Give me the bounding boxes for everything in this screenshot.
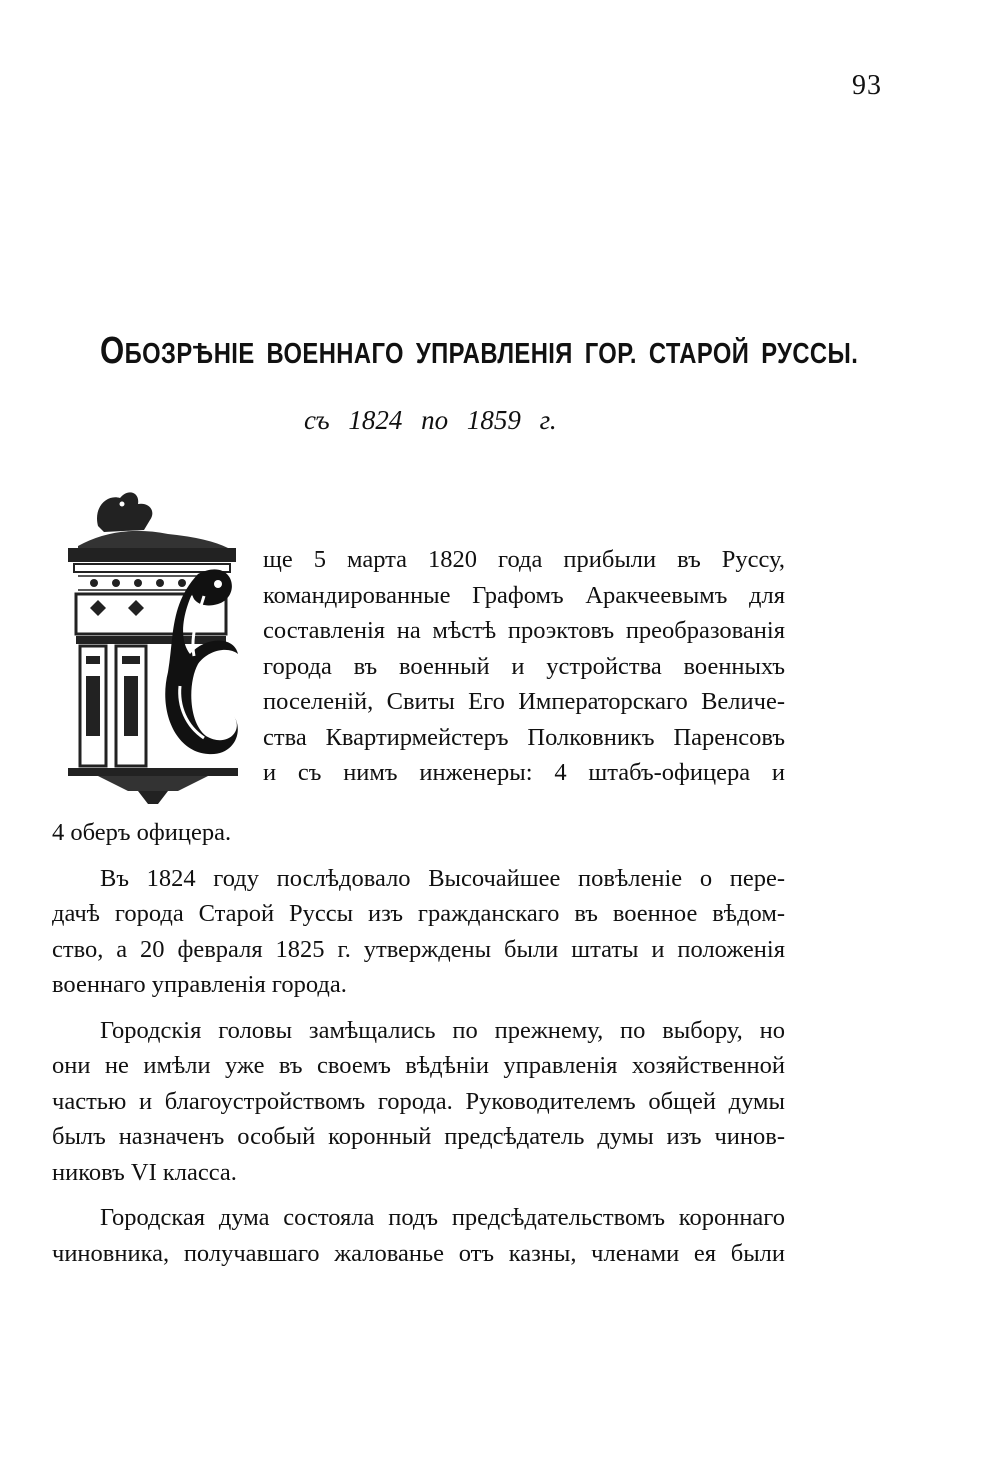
text-line: частью и благоустройствомъ города. Руководителемъ общей думы	[52, 1087, 785, 1115]
text-line: поселеній, Свиты Его Императорскаго Величе-	[263, 688, 785, 715]
body-text	[52, 815, 785, 1271]
text-line: и съ нимъ инженеры: 4 штабъ-офицера и	[263, 759, 785, 786]
text-line: ства Квартирмейстеръ Полковникъ Паренсовъ	[263, 723, 785, 751]
title-initial: О	[100, 330, 125, 372]
ornamental-initial-letter-illustration	[58, 486, 248, 806]
text-line: былъ назначенъ особый коронный предсѣдатель думы изъ чинов-	[52, 1123, 785, 1150]
text-line: они не имѣли уже въ своемъ вѣдѣніи управленія хозяйственной	[52, 1052, 785, 1079]
text-line: военнаго управленія города.	[52, 971, 347, 998]
text-line: 4 оберъ офицера.	[52, 819, 232, 846]
text-line: чиновника, получавшаго жалованье отъ казны, членами ея были	[52, 1239, 785, 1267]
text-line: Въ 1824 году послѣдовало Высочайшее повѣленіе о пере-	[100, 864, 785, 892]
page-subtitle: съ 1824 по 1859 г.	[304, 405, 557, 435]
drop-cap-paragraph	[263, 542, 785, 791]
text-line: составленія на мѣстѣ проэктовъ преобразованія	[263, 617, 785, 644]
text-line: никовъ VI класса.	[52, 1158, 237, 1186]
text-line: дачѣ города Старой Руссы изъ гражданскаго въ военное вѣдом-	[52, 900, 785, 927]
page-title	[100, 330, 859, 373]
text-line: ще 5 марта 1820 года прибыли въ Руссу,	[263, 546, 785, 573]
page-number: 93	[852, 70, 882, 101]
text-line: командированные Графомъ Аракчеевымъ для	[263, 581, 785, 609]
text-line: города въ военный и устройства военныхъ	[263, 652, 785, 680]
title-rest: БОЗРѢНІЕ ВОЕННАГО УПРАВЛЕНІЯ ГОР. СТАРОЙ РУССЫ.	[124, 338, 859, 370]
text-line: Городскія головы замѣщались по прежнему, по выбору, но	[100, 1016, 785, 1044]
text-line: Городская дума состояла подъ предсѣдательствомъ короннаго	[100, 1204, 785, 1231]
text-line: ство, а 20 февраля 1825 г. утверждены были штаты и положенія	[52, 935, 785, 963]
